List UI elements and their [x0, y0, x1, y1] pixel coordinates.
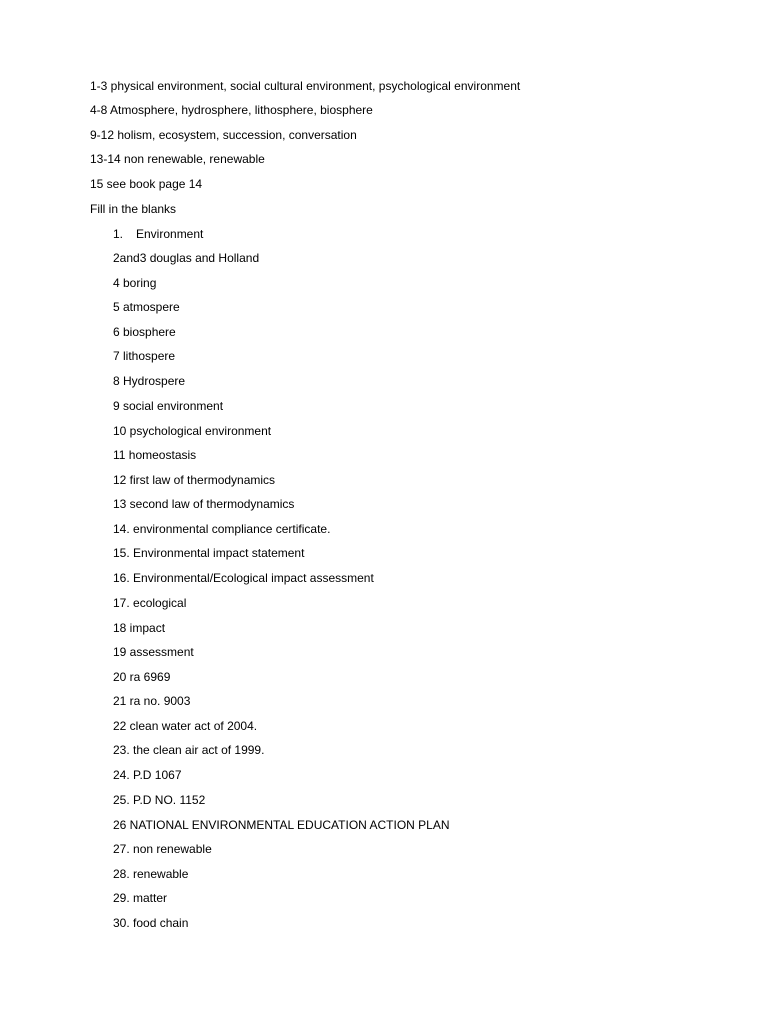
list-item: 4 boring — [113, 276, 157, 290]
section-15: 15 see book page 14 — [90, 177, 203, 191]
list-item: 10 psychological environment — [113, 424, 272, 438]
list-item: 20 ra 6969 — [113, 670, 171, 684]
list-item: 29. matter — [113, 891, 168, 905]
list-item: 17. ecological — [113, 596, 187, 610]
list-item: 21 ra no. 9003 — [113, 694, 191, 708]
list-item-text: Environment — [136, 227, 204, 241]
list-item: 24. P.D 1067 — [113, 768, 182, 782]
section-1-3: 1-3 physical environment, social cultural environment, psychological environment — [90, 79, 521, 93]
list-item: 7 lithospere — [113, 349, 176, 363]
list-item: 15. Environmental impact statement — [113, 546, 305, 560]
section-13-14: 13-14 non renewable, renewable — [90, 152, 265, 166]
list-item: 30. food chain — [113, 916, 189, 930]
section-9-12: 9-12 holism, ecosystem, succession, conversation — [90, 128, 357, 142]
list-item: 27. non renewable — [113, 842, 212, 856]
list-item: 25. P.D NO. 1152 — [113, 793, 206, 807]
list-item-1 — [113, 227, 203, 241]
list-item-number: 1. — [113, 227, 124, 241]
fill-in-heading: Fill in the blanks — [90, 202, 177, 216]
list-item: 28. renewable — [113, 867, 189, 881]
list-item: 18 impact — [113, 621, 166, 635]
list-item: 23. the clean air act of 1999. — [113, 743, 265, 757]
list-item: 11 homeostasis — [113, 448, 197, 462]
list-item: 19 assessment — [113, 645, 194, 659]
list-item: 8 Hydrospere — [113, 374, 186, 388]
list-item: 12 first law of thermodynamics — [113, 473, 276, 487]
list-item: 5 atmospere — [113, 300, 180, 314]
list-item: 16. Environmental/Ecological impact assessment — [113, 571, 374, 585]
list-item: 2and3 douglas and Holland — [113, 251, 260, 265]
section-4-8: 4-8 Atmosphere, hydrosphere, lithosphere, biosphere — [90, 103, 373, 117]
list-item: 26 NATIONAL ENVIRONMENTAL EDUCATION ACTION PLAN — [113, 818, 450, 832]
list-item: 13 second law of thermodynamics — [113, 497, 295, 511]
list-item: 14. environmental compliance certificate. — [113, 522, 331, 536]
list-item: 9 social environment — [113, 399, 224, 413]
list-item: 6 biosphere — [113, 325, 176, 339]
list-item: 22 clean water act of 2004. — [113, 719, 258, 733]
